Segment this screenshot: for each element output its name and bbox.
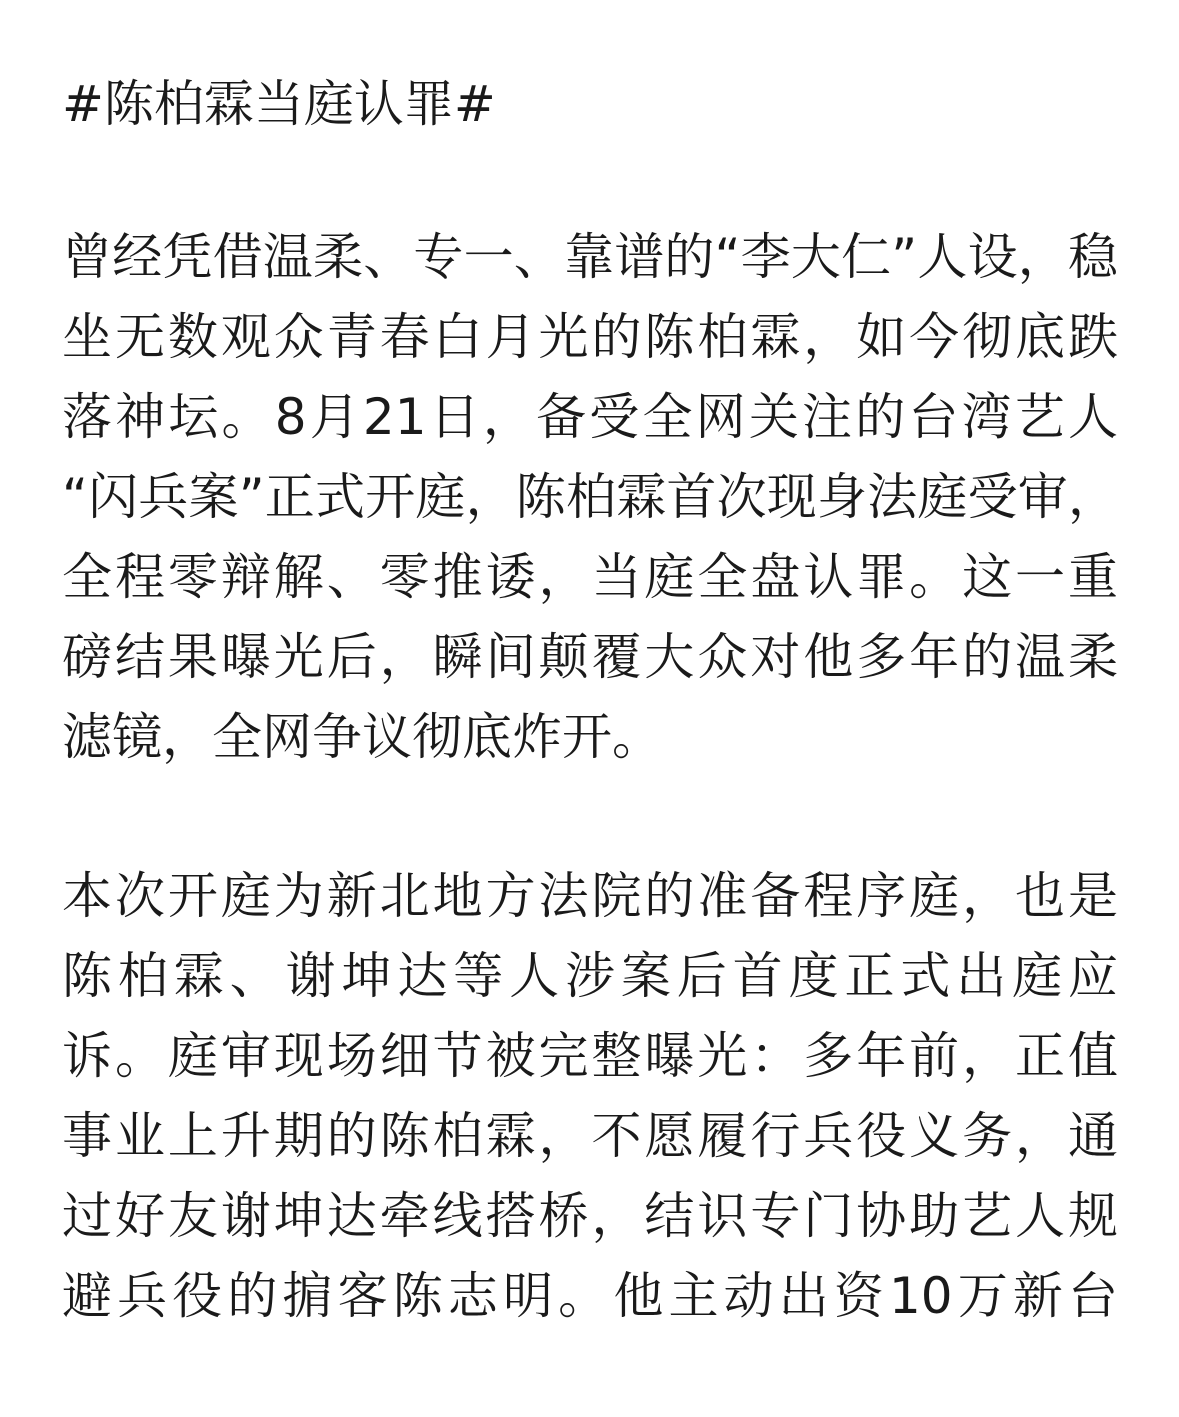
text-line: 曾经凭借温柔、专一、靠谱的“李大仁”人设，稳 [62,228,1118,286]
text-line: 本次开庭为新北地方法院的准备程序庭，也是 [62,867,1118,925]
text-line: 滤镜，全网争议彻底炸开。 [62,708,662,766]
article-body [62,70,1118,1336]
text-line: 坐无数观众青春白月光的陈柏霖，如今彻底跌 [62,308,1118,366]
text-line: 过好友谢坤达牵线搭桥，结识专门协助艺人规 [62,1187,1118,1245]
text-line: 事业上升期的陈柏霖，不愿履行兵役义务，通 [62,1107,1118,1165]
text-line: 陈柏霖、谢坤达等人涉案后首度正式出庭应 [62,947,1118,1005]
paragraph-2 [62,856,1118,1336]
paragraph-1 [62,217,1118,777]
text-line: 磅结果曝光后，瞬间颠覆大众对他多年的温柔 [62,628,1118,686]
text-line: 避兵役的掮客陈志明。他主动出资10万新台 [62,1267,1118,1325]
text-line: 全程零辩解、零推诿，当庭全盘认罪。这一重 [62,548,1118,606]
text-line: 诉。庭审现场细节被完整曝光：多年前，正值 [62,1027,1118,1085]
hashtag-title[interactable]: #陈柏霖当庭认罪# [62,75,496,133]
text-line: “闪兵案”正式开庭，陈柏霖首次现身法庭受审， [62,468,1118,526]
text-line: 落神坛。8月21日，备受全网关注的台湾艺人 [62,388,1118,446]
